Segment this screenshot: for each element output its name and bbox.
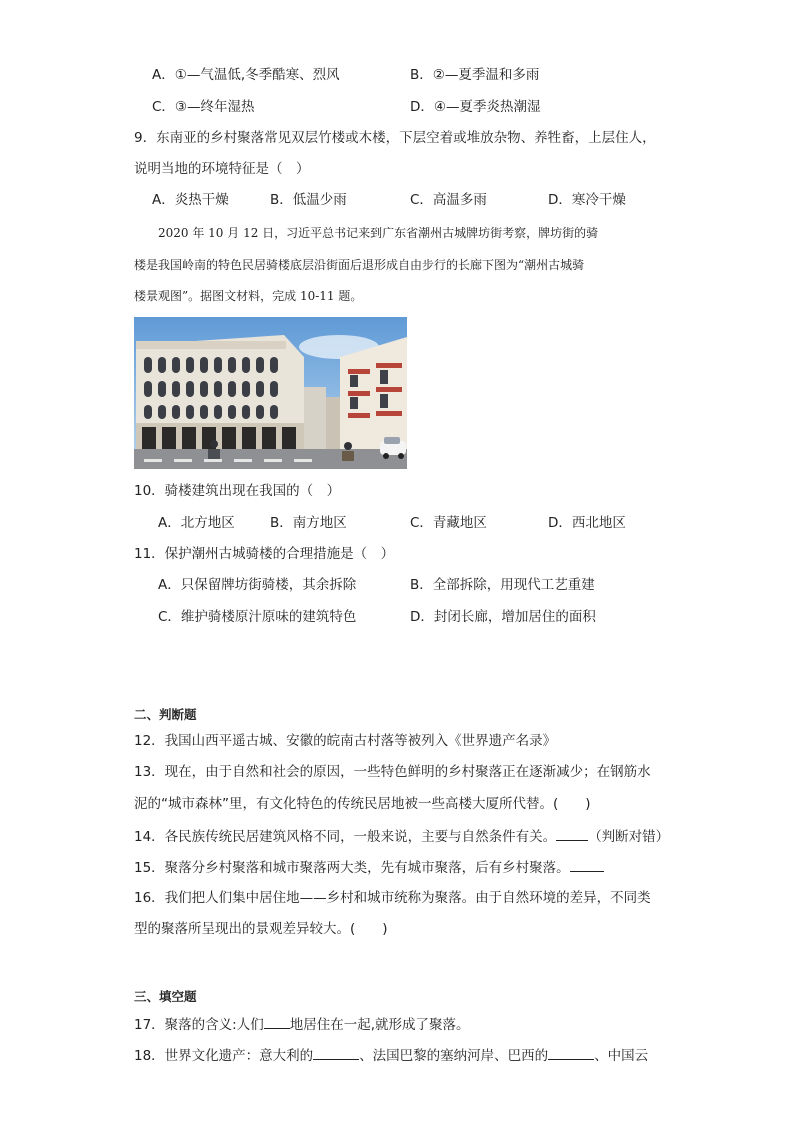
q8-option-d: D．④—夏季炎热潮湿 xyxy=(410,99,541,115)
q13-line1: 13．现在，由于自然和社会的原因，一些特色鲜明的乡村聚落正在逐渐减少；在钢筋水 xyxy=(134,764,651,780)
q11-option-c: C．维护骑楼原汁原味的建筑特色 xyxy=(158,609,357,625)
q18-text-2: 、法国巴黎的塞纳河岸、巴西的 xyxy=(359,1048,549,1064)
q15 xyxy=(134,857,604,877)
passage-line1: 2020 年 10 月 12 日，习近平总书记来到广东省潮州古城牌坊街考察，牌坊街的骑 xyxy=(158,226,599,240)
q15-text: 15．聚落分乡村聚落和城市聚落两大类，先有城市聚落，后有乡村聚落。 xyxy=(134,860,570,876)
q9-option-d: D．寒冷干燥 xyxy=(548,192,626,208)
q8-option-c: C．③—终年湿热 xyxy=(152,99,255,115)
q18-text-1: 18．世界文化遗产：意大利的 xyxy=(134,1048,314,1064)
q18-answer-blank-2[interactable] xyxy=(548,1045,594,1060)
q14-answer-blank[interactable] xyxy=(556,826,588,841)
qilou-street-photo xyxy=(134,317,407,469)
q10-stem: 10．骑楼建筑出现在我国的（ ） xyxy=(134,483,341,499)
q16-line2: 型的聚落所呈现出的景观差异较大。( ) xyxy=(134,921,388,937)
q14-suffix: （判断对错） xyxy=(588,829,670,845)
q11-option-b: B．全部拆除，用现代工艺重建 xyxy=(410,577,595,593)
q9-stem-line2: 说明当地的环境特征是（ ） xyxy=(134,161,310,177)
q17-answer-blank[interactable] xyxy=(264,1014,290,1029)
q14 xyxy=(134,826,669,846)
q9-stem-line1: 9．东南亚的乡村聚落常见双层竹楼或木楼，下层空着或堆放杂物、养牲畜，上层住人， xyxy=(134,130,656,146)
q14-text: 14．各民族传统民居建筑风格不同，一般来说，主要与自然条件有关。 xyxy=(134,829,557,845)
section-judgement-title: 二、判断题 xyxy=(134,707,197,722)
q13-line2: 泥的“城市森林”里，有文化特色的传统民居地被一些高楼大厦所代替。( ) xyxy=(134,796,591,812)
passage-line2: 楼是我国岭南的特色民居骑楼底层沿街面后退形成自由步行的长廊下图为“潮州古城骑 xyxy=(134,258,585,272)
q11-option-d: D．封闭长廊，增加居住的面积 xyxy=(410,609,596,625)
section-fill-in-title: 三、填空题 xyxy=(134,989,197,1004)
q18 xyxy=(134,1045,648,1065)
q11-stem: 11．保护潮州古城骑楼的合理措施是（ ） xyxy=(134,546,395,562)
q11-option-a: A．只保留牌坊街骑楼，其余拆除 xyxy=(158,577,357,593)
q9-option-b: B．低温少雨 xyxy=(270,192,347,208)
q10-option-c: C．青藏地区 xyxy=(410,515,487,531)
q12: 12．我国山西平遥古城、安徽的皖南古村落等被列入《世界遗产名录》 xyxy=(134,733,557,749)
q18-text-3: 、中国云 xyxy=(594,1048,649,1064)
q17 xyxy=(134,1014,470,1034)
q17-suffix: 地居住在一起,就形成了聚落。 xyxy=(289,1017,470,1033)
passage-line3: 楼景观图”。据图文材料，完成 10-11 题。 xyxy=(134,289,363,303)
q18-answer-blank-1[interactable] xyxy=(313,1045,359,1060)
q15-answer-blank[interactable] xyxy=(570,857,604,872)
q16-line1: 16．我们把人们集中居住地——乡村和城市统称为聚落。由于自然环境的差异，不同类 xyxy=(134,890,651,906)
q10-option-b: B．南方地区 xyxy=(270,515,347,531)
q9-option-c: C．高温多雨 xyxy=(410,192,487,208)
q8-option-a: A．①—气温低,冬季酷寒、烈风 xyxy=(152,67,340,83)
q17-text: 17．聚落的含义:人们 xyxy=(134,1017,264,1033)
q10-option-a: A．北方地区 xyxy=(158,515,235,531)
q10-option-d: D．西北地区 xyxy=(548,515,626,531)
q8-option-b: B．②—夏季温和多雨 xyxy=(410,67,540,83)
q9-option-a: A．炎热干燥 xyxy=(152,192,229,208)
